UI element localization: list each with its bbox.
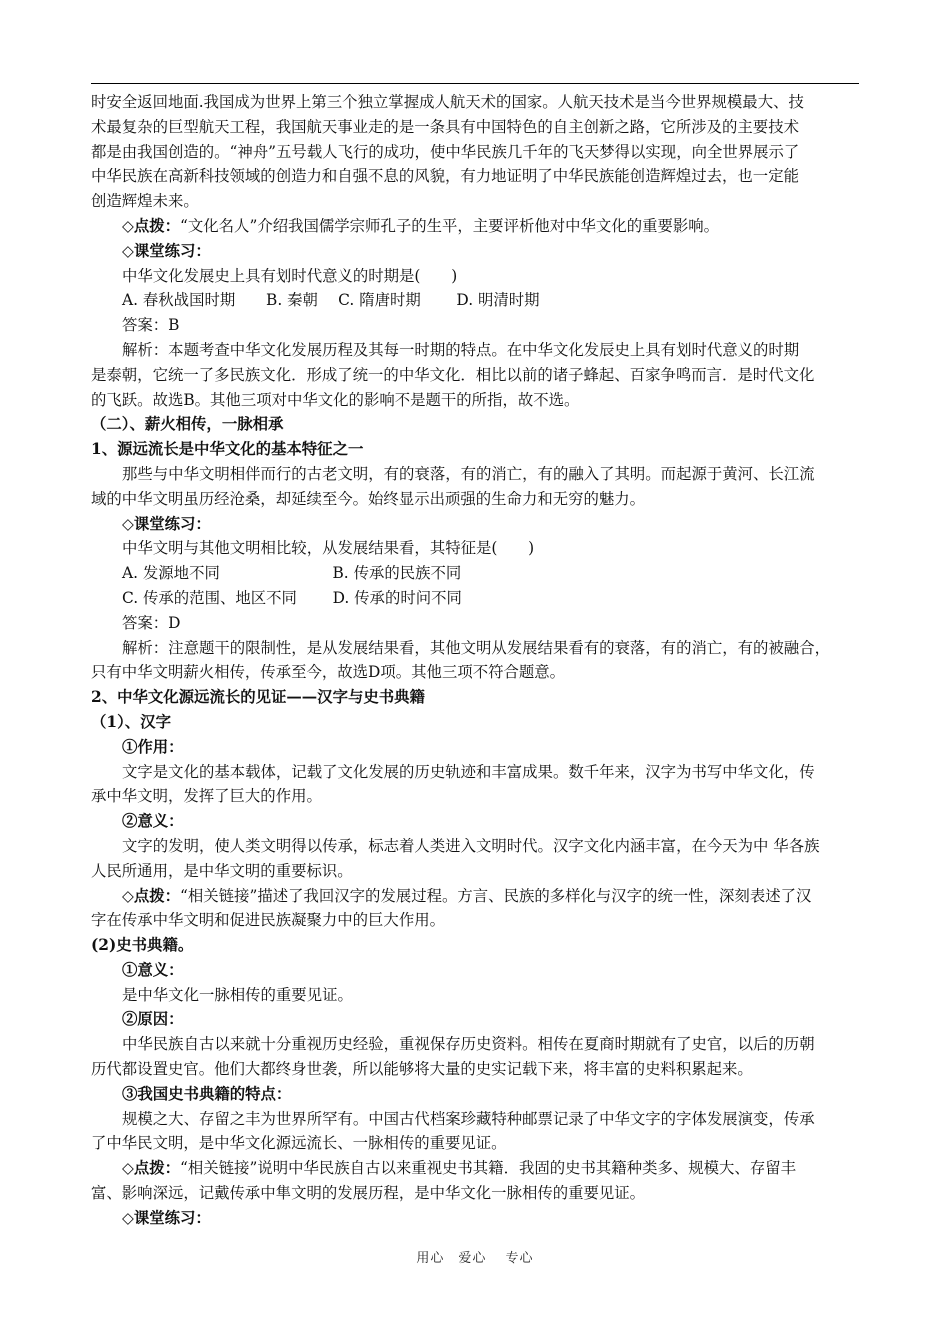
heading-line: ◇课堂练习：: [122, 1208, 211, 1227]
tip-text: “相关链接”说明中华民族自古以来重视史书其籍．我固的史书其籍种类多、规模大、存留丰: [180, 1159, 796, 1178]
heading-line: ①意义：: [122, 960, 184, 979]
text-line: 域的中华文明虽历经沧桑，却延续至今。始终显示出顽强的生命力和无穷的魅力。: [91, 489, 646, 508]
text-line: 人民所通用，是中华文明的重要标识。: [91, 861, 353, 880]
tip-label: ◇点拨：: [122, 886, 181, 905]
text-line: 中华文明与其他文明相比较，从发展结果看，其特征是( ): [122, 539, 535, 558]
text-line: 文字的发明，使人类文明得以传承，标志着人类进入文明时代。汉字文化内涵丰富，在今天为中 华各族: [122, 836, 820, 855]
text-line: 是泰朝，它统一了多民族文化．形成了统一的中华文化．相比以前的诸子蜂起、百家争鸣而言．是时代文化: [91, 365, 815, 384]
heading-line: 1、源远流长是中华文化的基本特征之一: [91, 440, 364, 459]
text-line: C. 传承的范围、地区不同 D. 传承的时问不同: [122, 588, 462, 607]
text-line: 是中华文化一脉相传的重要见证。: [122, 985, 353, 1004]
header-rule: [91, 83, 859, 84]
heading-line: ③我国史书典籍的特点：: [122, 1084, 292, 1103]
tip-label: ◇点拨：: [122, 1159, 181, 1178]
text-line: [91, 214, 861, 239]
text-line: 时安全返回地面.我国成为世界上第三个独立掌握成人航天术的国家。人航天技术是当今世界规模最大、技: [91, 93, 804, 111]
heading-line: ②原因：: [122, 1010, 184, 1029]
text-line: 答案：D: [122, 613, 181, 632]
page-footer: 用心 爱心 专心: [416, 1251, 534, 1266]
text-line: A. 春秋战国时期 B. 秦朝 C. 隋唐时期 D. 明清时期: [122, 291, 540, 310]
text-line: 那些与中华文明相伴而行的古老文明，有的衰落，有的消亡，有的融入了其明。而起源于黄河、长江流: [122, 464, 815, 483]
text-line: 创造辉煌未来。: [91, 192, 199, 211]
text-line: 术最复杂的巨型航天工程，我国航天事业走的是一条具有中国特色的自主创新之路，它所涉及的主要技术: [91, 117, 799, 136]
text-line: 中华民族在高新科技领域的创造力和自强不息的风貌，有力地证明了中华民族能创造辉煌过去，也一定能: [91, 167, 799, 186]
text-line: 的飞跃。故选B。其他三项对中华文化的影响不是题干的所指，故不选。: [91, 390, 580, 409]
text-line: 规模之大、存留之丰为世界所罕有。中国古代档案珍藏特种邮票记录了中华文字的字体发展演变，传承: [122, 1109, 815, 1128]
text-line: 富、影响深远，记戴传承中隼文明的发展历程，是中华文化一脉相传的重要见证。: [91, 1184, 646, 1203]
heading-line: ①作用：: [122, 737, 184, 756]
text-line: [91, 1156, 861, 1181]
heading-line: （二）、薪火相传，一脉相承: [91, 415, 284, 434]
document-body: [91, 90, 861, 1231]
text-line: A. 发源地不同 B. 传承的民族不同: [122, 564, 462, 583]
tip-text: “文化名人”介绍我国儒学宗师孔子的生平，主要评析他对中华文化的重要影响。: [180, 216, 720, 235]
text-line: 承中华文明，发挥了巨大的作用。: [91, 787, 322, 806]
text-line: 都是由我国创造的。“神舟”五号载人飞行的成功，使中华民族几千年的飞天梦得以实现，向全世界展示了: [91, 142, 800, 161]
text-line: 答案：B: [122, 316, 180, 335]
text-line: 中华文化发展史上具有划时代意义的时期是( ): [122, 266, 458, 285]
text-line: 历代都设置史官。他们大都终身世袭，所以能够将大量的史实记载下来，将丰富的史料积累起来。: [91, 1060, 753, 1079]
heading-line: (2)史书典籍。: [91, 936, 194, 955]
text-line: [91, 884, 861, 909]
tip-label: ◇点拨：: [122, 216, 181, 235]
text-line: 解析：本题考查中华文化发展历程及其每一时期的特点。在中华文化发辰史上具有划时代意义的时期: [122, 340, 800, 359]
heading-line: ◇课堂练习：: [122, 241, 211, 260]
text-line: 解析：注意题干的限制性，是从发展结果看，其他文明从发展结果看有的衰落，有的消亡，有的被融合，: [122, 638, 830, 657]
heading-line: ②意义：: [122, 812, 184, 831]
text-line: 中华民族自古以来就十分重视历史经验，重视保存历史资料。相传在夏商时期就有了史官，以后的历朝: [122, 1035, 815, 1054]
text-line: 了中华民文明，是中华文化源远流长、一脉相传的重要见证。: [91, 1134, 507, 1153]
heading-line: ◇课堂练习：: [122, 514, 211, 533]
tip-text: “相关链接”描述了我回汉字的发展过程。方言、民族的多样化与汉字的统一性，深刻表述了汉: [180, 886, 812, 905]
text-line: 只有中华文明薪火相传，传承至今，故选D项。其他三项不符合题意。: [91, 663, 566, 682]
heading-line: 2、中华文化源远流长的见证——汉字与史书典籍: [91, 688, 425, 707]
text-line: 文字是文化的基本载体，记载了文化发展的历史轨迹和丰富成果。数千年来，汉字为书写中华文化，传: [122, 762, 815, 781]
text-line: 字在传承中华文明和促进民族凝聚力中的巨大作用。: [91, 911, 445, 930]
heading-line: （1）、汉字: [91, 712, 171, 731]
